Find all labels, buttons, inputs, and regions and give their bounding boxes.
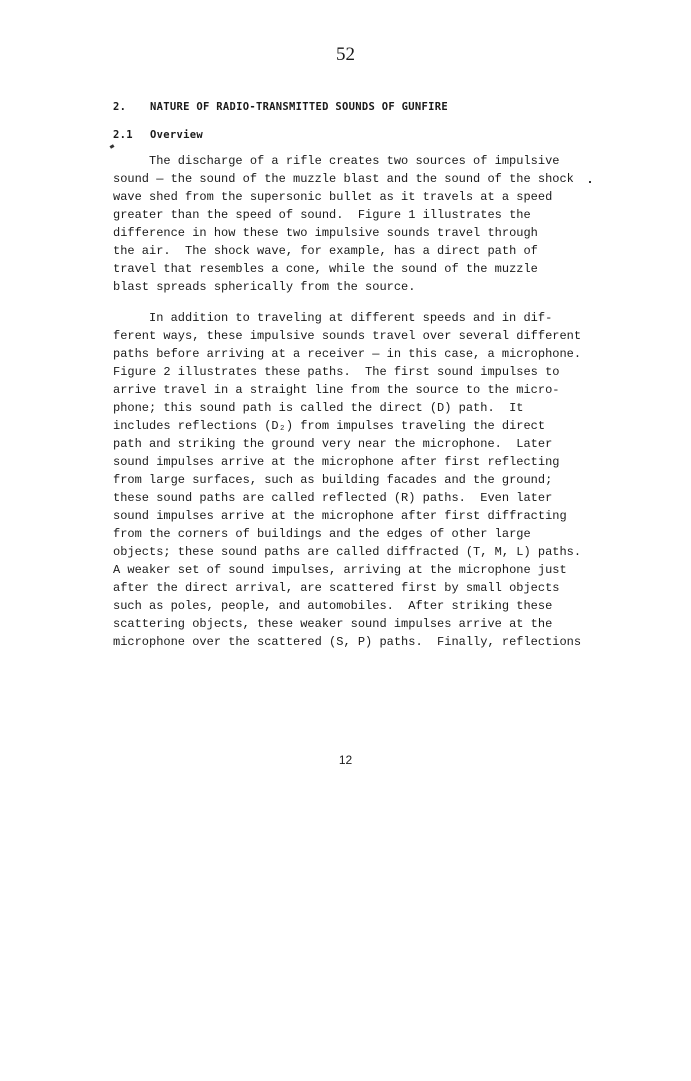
text-line: includes reflections (D₂) from impulses traveling the direct: [113, 419, 546, 433]
text-line: The discharge of a rifle creates two sources of impulsive: [149, 154, 560, 168]
page-number-top: 52: [336, 44, 355, 65]
text-line: such as poles, people, and automobiles. After striking these: [113, 599, 553, 613]
text-line: travel that resembles a cone, while the sound of the muzzle: [113, 262, 538, 276]
scan-speck: [110, 144, 115, 149]
text-line: these sound paths are called reflected (R) paths. Even later: [113, 491, 553, 505]
text-line: greater than the speed of sound. Figure 1 illustrates the: [113, 208, 531, 222]
text-line: scattering objects, these weaker sound impulses arrive at the: [113, 617, 553, 631]
text-line: A weaker set of sound impulses, arriving at the microphone just: [113, 563, 567, 577]
text-line: In addition to traveling at different speeds and in dif-: [149, 311, 553, 325]
text-line: sound impulses arrive at the microphone after first diffracting: [113, 509, 567, 523]
text-line: from large surfaces, such as building facades and the ground;: [113, 473, 553, 487]
text-line: path and striking the ground very near the microphone. Later: [113, 437, 553, 451]
section-number: 2.: [113, 101, 127, 113]
text-line: sound impulses arrive at the microphone after first reflecting: [113, 455, 560, 469]
subsection-title: Overview: [150, 129, 203, 141]
text-line: Figure 2 illustrates these paths. The first sound impulses to: [113, 365, 560, 379]
text-line: difference in how these two impulsive sounds travel through: [113, 226, 538, 240]
text-line: arrive travel in a straight line from the source to the micro-: [113, 383, 560, 397]
text-line: blast spreads spherically from the source.: [113, 280, 416, 294]
text-line: from the corners of buildings and the edges of other large: [113, 527, 531, 541]
text-line: after the direct arrival, are scattered first by small objects: [113, 581, 560, 595]
text-line: the air. The shock wave, for example, has a direct path of: [113, 244, 538, 258]
page-number-bottom: 12: [338, 753, 353, 767]
text-line: objects; these sound paths are called diffracted (T, M, L) paths.: [113, 545, 582, 559]
text-line: microphone over the scattered (S, P) paths. Finally, reflections: [113, 635, 582, 649]
text-line: phone; this sound path is called the direct (D) path. It: [113, 401, 524, 415]
section-title: NATURE OF RADIO-TRANSMITTED SOUNDS OF GUNFIRE: [150, 101, 448, 113]
subsection-number: 2.1: [113, 129, 133, 141]
text-line: wave shed from the supersonic bullet as it travels at a speed: [113, 190, 553, 204]
text-line: sound — the sound of the muzzle blast and the sound of the shock: [113, 172, 574, 186]
scan-speck: [589, 181, 591, 183]
text-line: paths before arriving at a receiver — in this case, a microphone.: [113, 347, 582, 361]
text-line: ferent ways, these impulsive sounds travel over several different: [113, 329, 582, 343]
